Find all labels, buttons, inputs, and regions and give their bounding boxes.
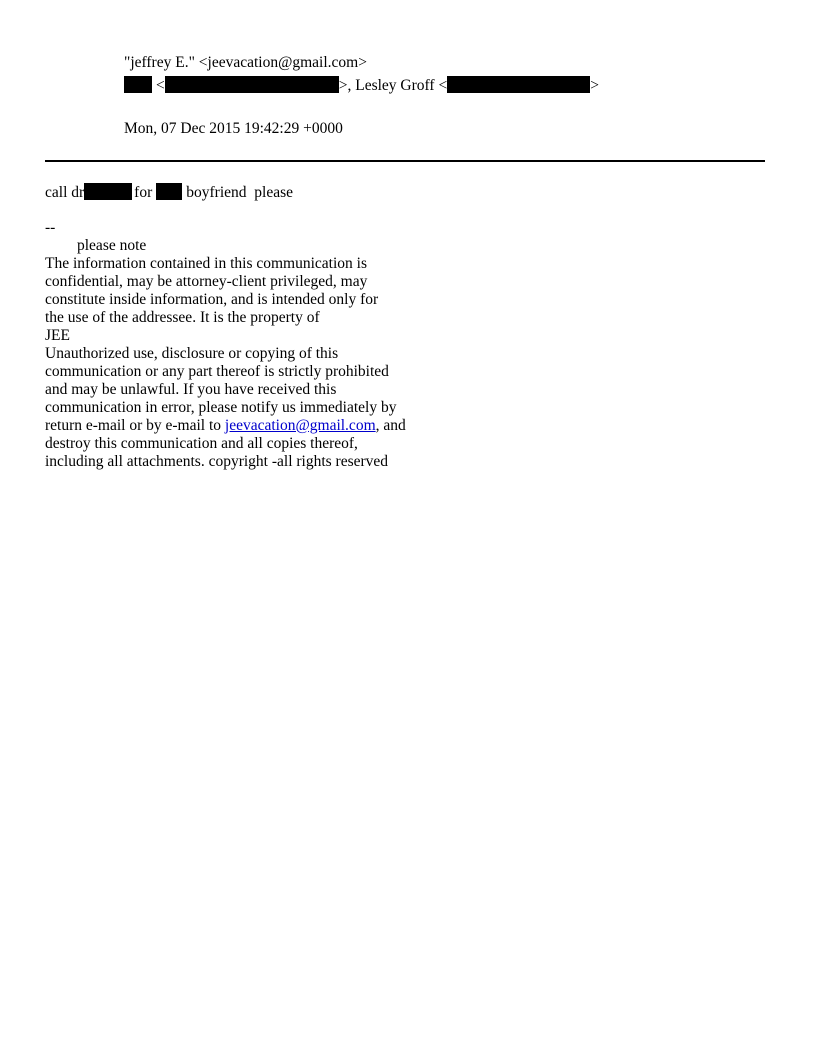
redaction-block bbox=[165, 76, 339, 93]
return-prefix: return e-mail or by e-mail to bbox=[45, 417, 225, 434]
message-line bbox=[45, 183, 745, 201]
message-part: for bbox=[134, 184, 153, 201]
to-value bbox=[124, 76, 599, 95]
redaction-block bbox=[84, 183, 132, 200]
return-suffix: , and bbox=[375, 417, 406, 434]
disclaimer-line: including all attachments. copyright -all rights reserved bbox=[45, 453, 389, 470]
redaction-block bbox=[156, 183, 182, 200]
disclaimer-line: destroy this communication and all copies thereof, bbox=[45, 435, 358, 452]
disclaimer-line: the use of the addressee. It is the property of bbox=[45, 309, 320, 326]
message-body bbox=[45, 183, 745, 201]
signature-note: please note bbox=[77, 237, 147, 254]
disclaimer-line: JEE bbox=[45, 327, 70, 344]
email-link[interactable]: jeevacation@gmail.com bbox=[224, 417, 376, 434]
header-divider bbox=[45, 160, 765, 162]
message-part: call dr bbox=[45, 184, 85, 201]
disclaimer-line: and may be unlawful. If you have received this bbox=[45, 381, 337, 398]
signature-dashes: -- bbox=[45, 219, 56, 236]
date-value: Mon, 07 Dec 2015 19:42:29 +0000 bbox=[124, 120, 343, 137]
disclaimer-line: constitute inside information, and is intended only for bbox=[45, 291, 379, 308]
disclaimer-line: communication in error, please notify us immediately by bbox=[45, 399, 397, 416]
disclaimer-line: Unauthorized use, disclosure or copying of this bbox=[45, 345, 339, 362]
disclaimer-line: communication or any part thereof is strictly prohibited bbox=[45, 363, 389, 380]
disclaimer-line: confidential, may be attorney-client privileged, may bbox=[45, 273, 368, 290]
redaction-block bbox=[124, 76, 152, 93]
from-value: "jeffrey E." <jeevacation@gmail.com> bbox=[124, 54, 367, 71]
to-open-bracket: < bbox=[156, 77, 165, 94]
disclaimer-line bbox=[45, 417, 465, 435]
to-close-bracket: > bbox=[590, 77, 599, 94]
message-part: boyfriend please bbox=[186, 184, 293, 201]
redaction-block bbox=[447, 76, 590, 93]
disclaimer-line: The information contained in this communication is bbox=[45, 255, 367, 272]
to-separator: >, Lesley Groff < bbox=[338, 77, 448, 94]
signature-block bbox=[45, 219, 465, 471]
